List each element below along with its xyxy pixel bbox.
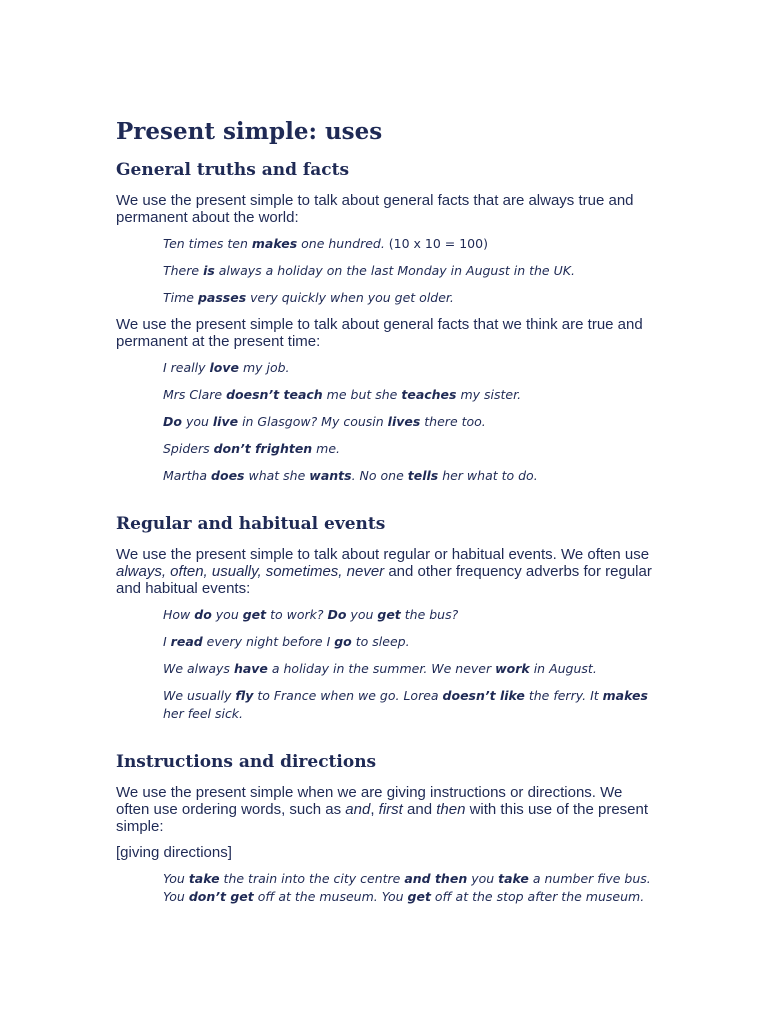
bold-verb: take (498, 871, 529, 886)
example-sentence (163, 467, 656, 485)
bold-verb: and then (404, 871, 468, 886)
text-run: you (181, 414, 213, 429)
section-spacer (116, 494, 656, 512)
text-run: in Glasgow? My cousin (238, 414, 388, 429)
text-run: (10 x 10 = 100) (388, 236, 488, 251)
bold-verb: passes (197, 290, 247, 305)
text-run: . No one (351, 468, 408, 483)
sections-container (116, 158, 656, 906)
document-content (116, 116, 656, 915)
text-run: always a holiday on the last Monday in August in the UK. (214, 263, 575, 278)
bold-verb: wants (309, 468, 352, 483)
text-run: there too. (420, 414, 486, 429)
bold-verb: makes (602, 688, 648, 703)
bold-verb: love (209, 360, 239, 375)
example-sentence (163, 687, 656, 723)
bold-verb: lives (387, 414, 421, 429)
text-run: the ferry. It (524, 688, 603, 703)
text-run: a number five bus. You (163, 871, 651, 904)
bold-verb: doesn’t teach (226, 387, 323, 402)
text-run: the bus? (400, 607, 459, 622)
bold-verb: makes (251, 236, 298, 251)
example-sentence (163, 359, 656, 377)
bold-verb: Do (327, 607, 347, 622)
text-run: you (346, 607, 378, 622)
example-sentence (163, 440, 656, 458)
bold-verb: don’t get (188, 889, 254, 904)
bold-verb: fly (235, 688, 254, 703)
text-run: in August. (529, 661, 597, 676)
text-run: You (163, 871, 189, 886)
text-run: , (370, 801, 379, 818)
intro-paragraph: We use the present simple to talk about general facts that are always true and permanent about the world: (116, 192, 634, 226)
bold-verb: tells (407, 468, 439, 483)
text-run: How (163, 607, 195, 622)
page-title: Present simple: uses (116, 118, 383, 145)
example-sentence (163, 870, 656, 906)
text-run: We usually (163, 688, 236, 703)
text-run: to France when we go. Lorea (253, 688, 443, 703)
bold-verb: get (407, 889, 431, 904)
bold-verb: teaches (401, 387, 457, 402)
section-spacer (116, 732, 656, 750)
text-run: the train into the city centre (219, 871, 405, 886)
example-sentence (163, 660, 656, 678)
section-heading: General truths and facts (116, 160, 350, 180)
example-sentence (163, 235, 656, 253)
text-run: Mrs Clare (163, 387, 227, 402)
text-run: very quickly when you get older. (246, 290, 454, 305)
bold-verb: doesn’t like (442, 688, 525, 703)
text-run: my sister. (456, 387, 522, 402)
bold-verb: does (211, 468, 245, 483)
text-run: you (211, 607, 243, 622)
text-run: with this use of the present simple: (116, 801, 649, 835)
text-run: We use the present simple when we are giving instructions or directions. We often use ordering words, such as (116, 784, 623, 818)
text-run: We always (163, 661, 234, 676)
text-run: what she (244, 468, 310, 483)
text-run: Time (163, 290, 198, 305)
text-run: a holiday in the summer. We never (267, 661, 496, 676)
text-run: and (402, 801, 437, 818)
intro-paragraph (116, 546, 656, 597)
text-run: I really (163, 360, 210, 375)
bold-verb: read (170, 634, 203, 649)
text-run: off at the museum. You (253, 889, 408, 904)
section-heading: Regular and habitual events (116, 514, 386, 534)
bold-verb: work (495, 661, 530, 676)
text-run: Spiders (163, 441, 214, 456)
section-heading: Instructions and directions (116, 752, 377, 772)
text-run: We use the present simple to talk about regular or habitual events. We often use (116, 546, 650, 563)
bold-verb: is (203, 263, 215, 278)
bold-verb: get (377, 607, 401, 622)
bold-verb: live (212, 414, 239, 429)
text-run: her feel sick. (163, 706, 244, 721)
text-run: to sleep. (351, 634, 410, 649)
text-run: her what to do. (438, 468, 538, 483)
text-run: first (378, 801, 403, 818)
example-sentence (163, 289, 656, 307)
text-run: my job. (238, 360, 290, 375)
bold-verb: take (188, 871, 220, 886)
example-sentence (163, 262, 656, 280)
bold-verb: go (334, 634, 352, 649)
text-run: always, often, usually, sometimes, never (116, 563, 385, 580)
text-run: Martha (163, 468, 212, 483)
text-run: me. (312, 441, 341, 456)
note-label: [giving directions] (116, 844, 232, 861)
intro-paragraph: We use the present simple to talk about general facts that we think are true and permanent at the present time: (116, 316, 643, 350)
example-sentence (163, 633, 656, 651)
text-run: then (436, 801, 466, 818)
bold-verb: don’t frighten (213, 441, 313, 456)
text-run: and other frequency adverbs for regular and habitual events: (116, 563, 652, 597)
text-run: one hundred. (297, 236, 389, 251)
bold-verb: have (233, 661, 268, 676)
text-run: me but she (322, 387, 402, 402)
example-sentence (163, 606, 656, 624)
text-run: There (163, 263, 204, 278)
example-sentence (163, 386, 656, 404)
text-run: and (345, 801, 371, 818)
text-run: every night before I (202, 634, 335, 649)
text-run: I (163, 634, 171, 649)
text-run: you (467, 871, 499, 886)
text-run: to work? (266, 607, 328, 622)
bold-verb: get (242, 607, 267, 622)
example-sentence (163, 413, 656, 431)
text-run: off at the stop after the museum. (430, 889, 645, 904)
bold-verb: Do (163, 414, 182, 429)
intro-paragraph (116, 784, 656, 835)
bold-verb: do (194, 607, 212, 622)
text-run: Ten times ten (163, 236, 252, 251)
